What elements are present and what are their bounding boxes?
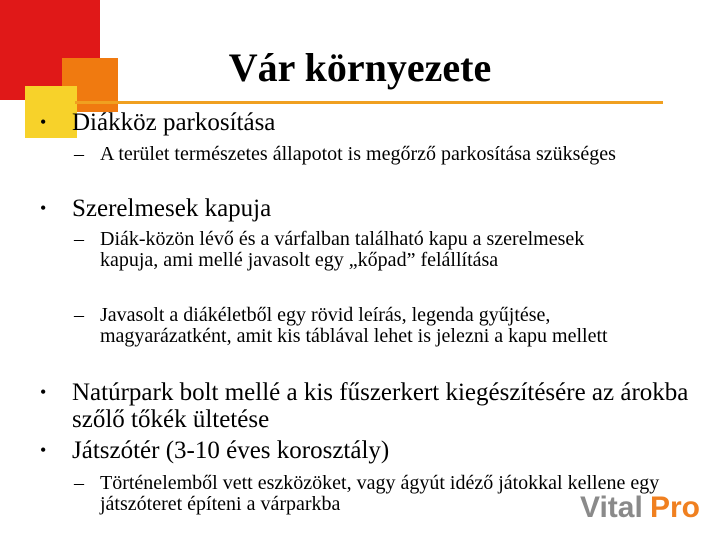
- sub-bullet-marker: –: [74, 228, 84, 250]
- slide-title: Vár környezete: [228, 45, 492, 90]
- bullet-2-sub-2-text: Javasolt a diákéletből egy rövid leírás, legenda gyűjtése, magyarázatként, amit kis táblával lehet is jelezni a kapu mellett: [100, 304, 608, 347]
- logo-text-pro: Pro: [650, 491, 701, 524]
- sub-bullet-marker: –: [74, 304, 84, 326]
- bullet-4-text: Játszótér (3-10 éves korosztály): [72, 437, 390, 464]
- vitalpro-logo: [578, 486, 708, 526]
- bullet-marker: •: [40, 382, 47, 402]
- bullet-marker: •: [40, 440, 47, 460]
- bullet-3-text: Natúrpark bolt mellé a kis fűszerkert kiegészítésére az árokba szőlő tőkék ültetése: [72, 379, 689, 433]
- bullet-1-sub-1-text: A terület természetes állapotot is megőrző parkosítása szükséges: [100, 143, 616, 165]
- sub-bullet-marker: –: [74, 143, 84, 165]
- bullet-marker: •: [40, 112, 47, 132]
- sub-bullet-marker: –: [74, 472, 84, 494]
- logo-text-vital: Vital: [580, 491, 643, 524]
- bullet-4-sub-1-text: Történelemből vett eszközöket, vagy ágyút idéző játokkal kellene egy játszóteret építeni a várparkba: [100, 472, 660, 515]
- bullet-marker: •: [40, 198, 47, 218]
- bullet-2-text: Szerelmesek kapuja: [72, 195, 272, 222]
- bullet-2-sub-1-text: Diák-közön lévő és a várfalban található kapu a szerelmesek kapuja, ami mellé javasolt egy „kőpad” felállítása: [100, 228, 585, 271]
- bullet-1-text: Diákköz parkosítása: [72, 109, 276, 136]
